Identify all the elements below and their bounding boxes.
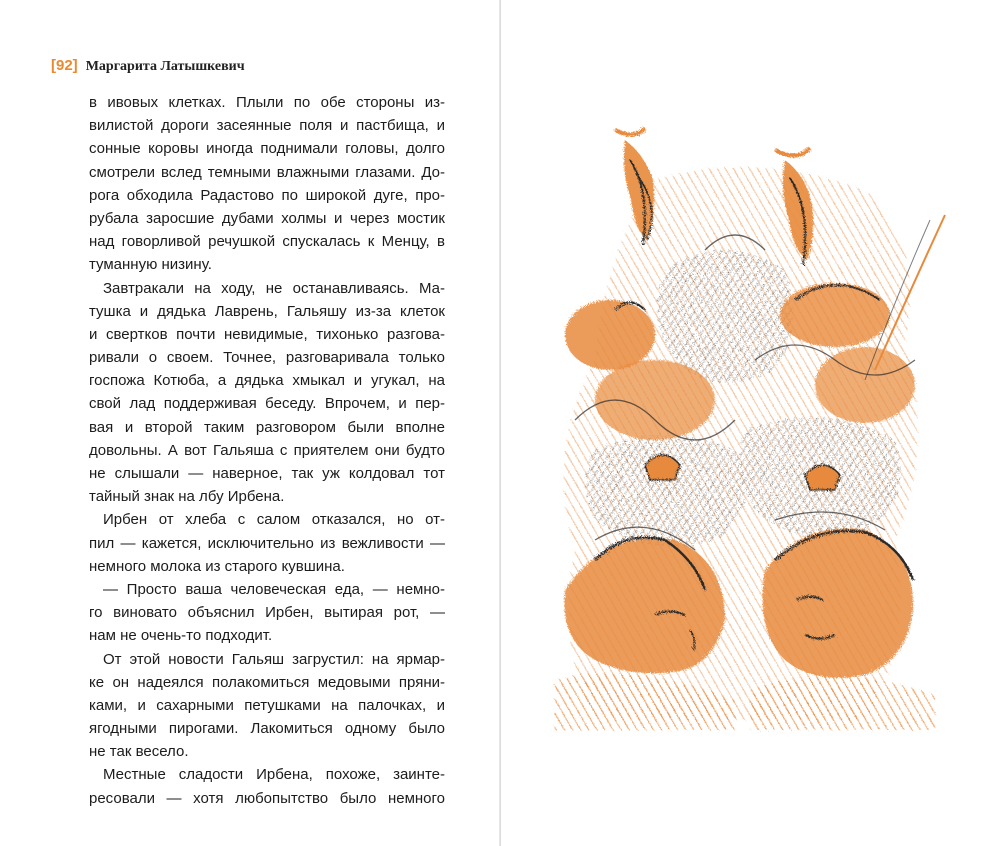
boy-right — [750, 528, 935, 730]
text-line: сонные коровы иногда поднимали головы, долго — [89, 140, 445, 158]
text-line: Ирбен от хлеба с салом отказался, но от- — [103, 511, 445, 529]
text-line: ками, и сахарными петушками на палочках, и — [89, 696, 445, 714]
text-line: вилистой дороги засеянные поля и пастбища, и — [89, 117, 445, 135]
text-line: не слышали — наверное, так уж колдовал тот — [89, 465, 445, 482]
text-line: над говорливой речушкой спускалась к Менцу, в — [89, 233, 445, 251]
illustration — [535, 120, 955, 740]
text-line: довольны. А вот Гальяша с приятелем они будто — [89, 441, 445, 459]
left-page — [0, 0, 500, 846]
text-line: немного молока из старого кувшина. — [89, 557, 345, 575]
text-line: Местные сладости Ирбена, похоже, заинте- — [103, 766, 445, 784]
text-line: госпожа Котюба, а дядька хмыкал и угукал, на — [89, 372, 445, 390]
text-line: — Просто ваша человеческая еда, — немно- — [103, 580, 445, 598]
text-line: го виновато объяснил Ирбен, вытирая рот, — — [89, 604, 445, 622]
body-text — [89, 91, 445, 810]
text-line: тушка и дядька Лаврень, Гальяшу из-за клеток — [89, 302, 445, 320]
text-line: рубала заросшие дубами холмы и через мостик — [89, 209, 445, 227]
text-line: свой лад поддерживая беседу. Впрочем, и пер- — [89, 395, 445, 413]
page-number: [92] — [51, 57, 78, 74]
text-line: тайный знак на лбу Ирбена. — [89, 488, 285, 506]
text-line: не так весело. — [89, 743, 189, 761]
text-line: От этой новости Гальяш загрустил: на ярмар- — [103, 650, 445, 668]
text-line: пил — кажется, исключительно из вежливости — — [89, 534, 445, 552]
text-line: вая и второй таким разговором были вполне — [89, 418, 445, 436]
text-line: в ивовых клетках. Плыли по обе стороны из- — [89, 94, 445, 111]
text-line: ке он надеялся полакомиться медовыми пряни- — [89, 673, 445, 691]
text-line: ресовали — хотя любопытство было немного — [89, 789, 445, 807]
author-name: Маргарита Латышкевич — [85, 59, 245, 74]
right-page — [501, 0, 1001, 846]
text-line: Завтракали на ходу, не останавливаясь. Ма- — [103, 279, 445, 297]
text-line: смотрели вслед темными влажными глазами. До- — [89, 163, 445, 181]
text-line: ривали о своем. Точнее, разговаривала только — [89, 349, 445, 367]
text-line: ягодными пирогами. Лакомиться одному было — [89, 720, 445, 738]
illustration-drawing — [535, 120, 955, 740]
text-line: нам не очень-то подходит. — [89, 627, 273, 645]
text-line: туманную низину. — [89, 256, 212, 274]
running-head — [51, 56, 245, 76]
text-line: и свертков почти невидимые, тихонько разгова- — [89, 325, 445, 343]
text-line: рога обходила Радастово по широкой дуге, про- — [89, 186, 445, 204]
